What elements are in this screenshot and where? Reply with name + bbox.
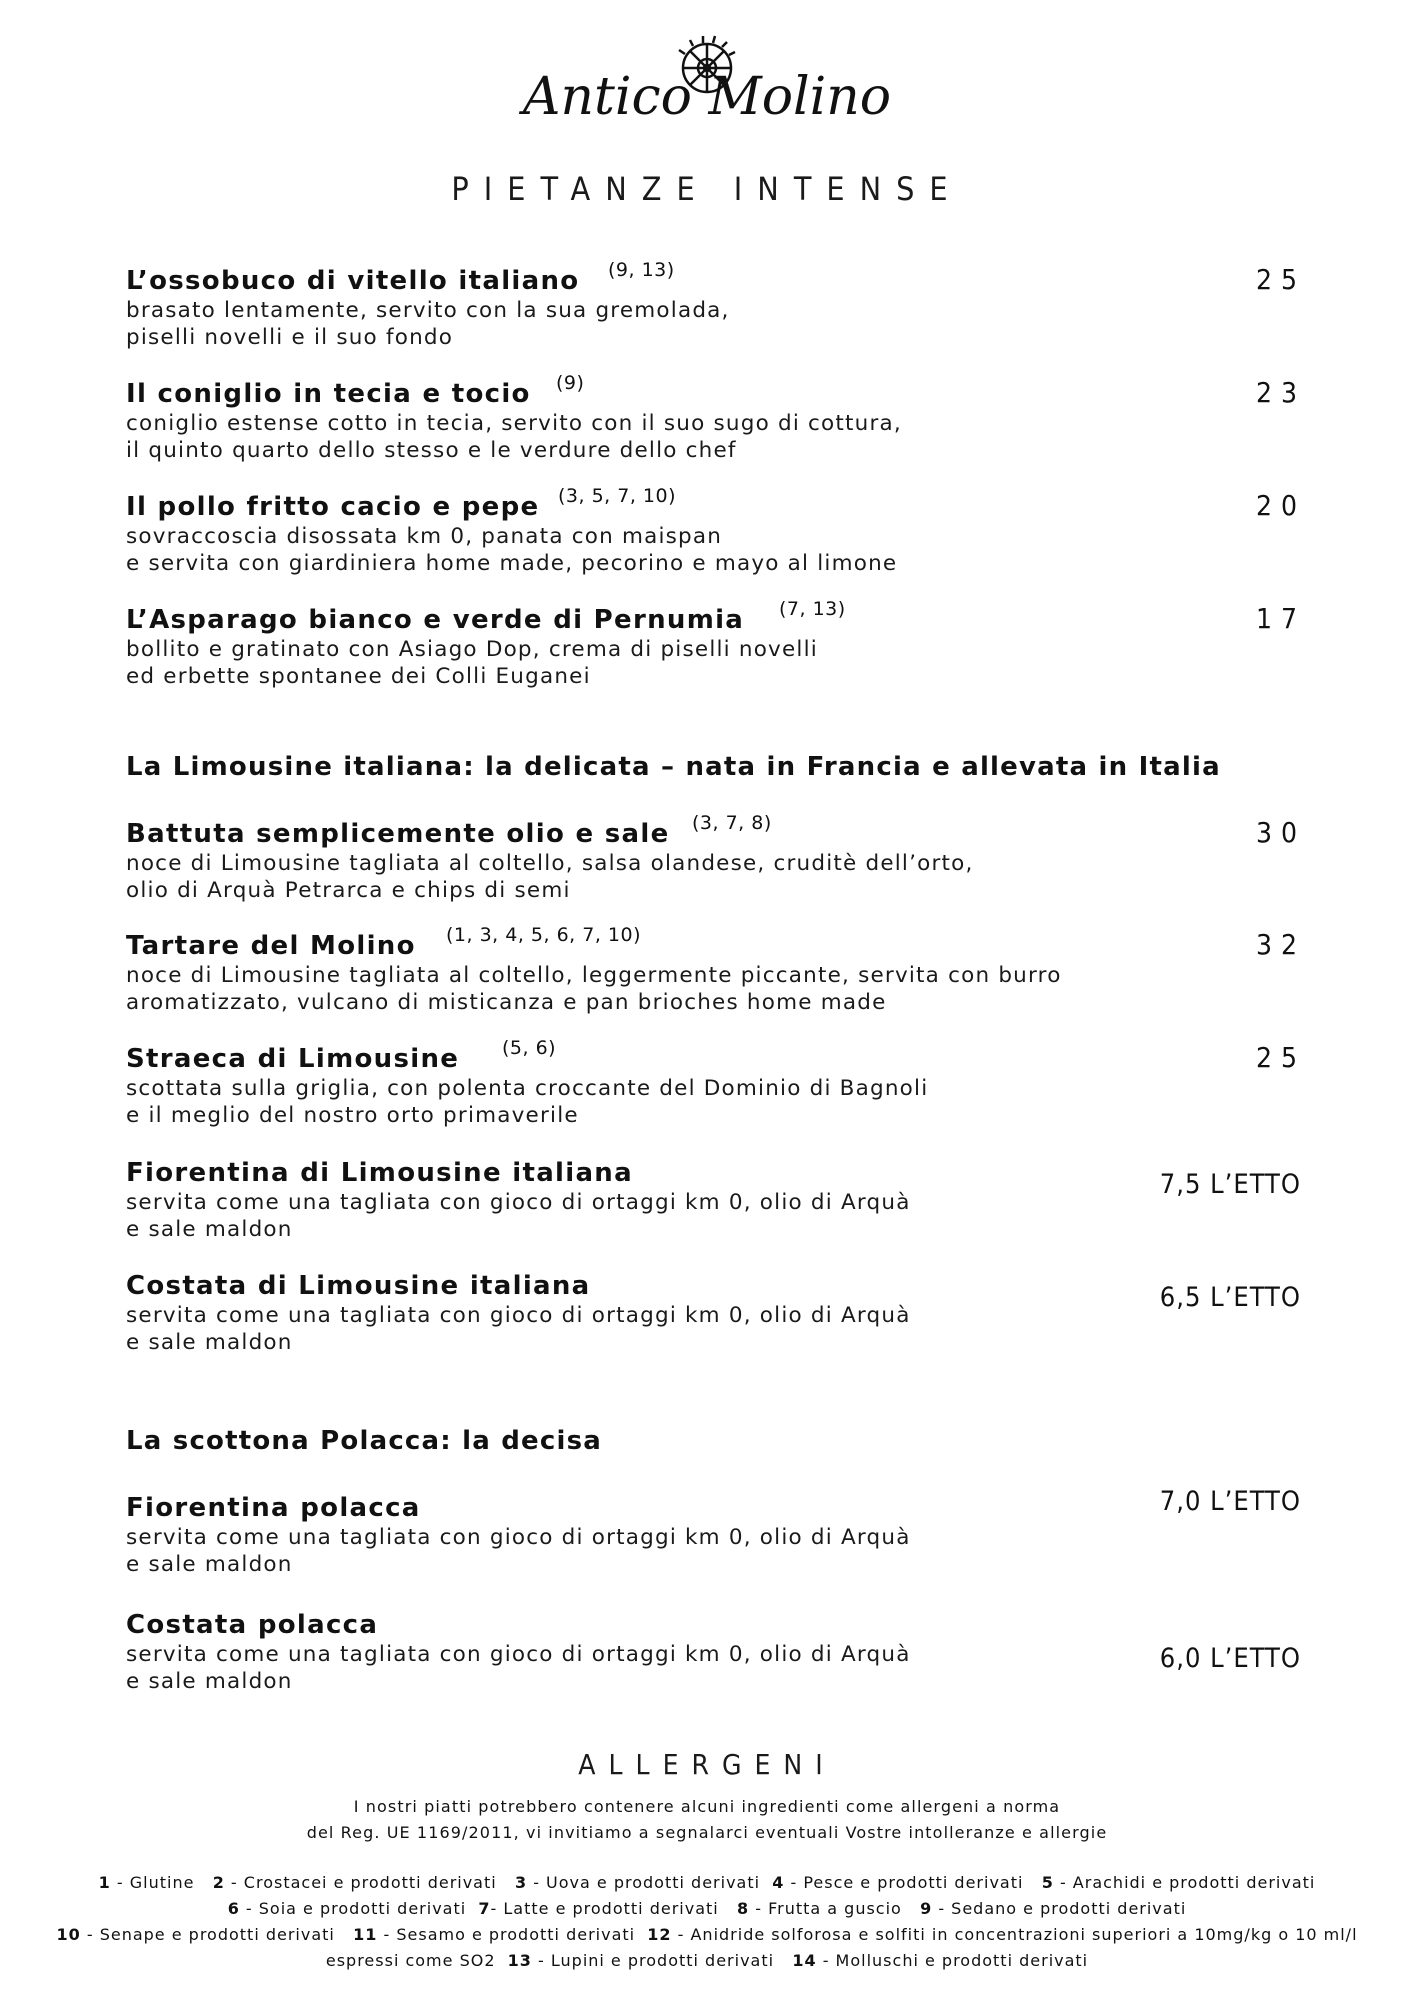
menu-item — [126, 1486, 1306, 1578]
allergen-note — [0, 1794, 1414, 1846]
allergen-legend-line — [0, 1896, 1414, 1922]
allergen-note-line: del Reg. UE 1169/2011, vi invitiamo a segnalarci eventuali Vostre intolleranze e allergie — [306, 1823, 1108, 1842]
dish-description: brasato lentamente, servito con la sua gremolada, — [126, 298, 730, 323]
page-title: PIETANZE INTENSE — [451, 170, 963, 208]
allergen-label: - Frutta a guscio — [749, 1899, 902, 1918]
dish-description: olio di Arquà Petrarca e chips di semi — [126, 878, 571, 903]
menu-item — [126, 372, 1306, 464]
dish-price: 25 — [1255, 263, 1306, 296]
dish-description: noce di Limousine tagliata al coltello, leggermente piccante, servita con burro — [126, 963, 1062, 988]
dish-allergens: (9) — [556, 372, 585, 394]
dish-description: e sale maldon — [126, 1330, 293, 1355]
dish-name: Costata di Limousine italiana — [126, 1271, 591, 1301]
dish-description: bollito e gratinato con Asiago Dop, crema di piselli novelli — [126, 637, 818, 662]
allergen-number: 1 — [98, 1873, 111, 1892]
allergen-label: - Latte e prodotti derivati — [490, 1899, 719, 1918]
menu-item — [126, 924, 1306, 1016]
dish-description: e servita con giardiniera home made, pecorino e mayo al limone — [126, 551, 898, 576]
dish-price: 20 — [1255, 489, 1306, 522]
dish-description: coniglio estense cotto in tecia, servito con il suo sugo di cottura, — [126, 411, 902, 436]
dish-description: e il meglio del nostro orto primaverile — [126, 1103, 579, 1128]
dish-description: il quinto quarto dello stesso e le verdure dello chef — [126, 438, 737, 463]
dish-price: 6,0 L’ETTO — [1159, 1643, 1301, 1674]
allergen-number: 8 — [736, 1899, 750, 1918]
dish-description: e sale maldon — [126, 1552, 293, 1577]
dish-name: Fiorentina polacca — [126, 1493, 421, 1523]
dish-allergens: (3, 5, 7, 10) — [558, 485, 677, 507]
allergen-label: - Crostacei e prodotti derivati — [224, 1873, 497, 1892]
menu-item — [126, 598, 1306, 690]
dish-description: noce di Limousine tagliata al coltello, salsa olandese, cruditè dell’orto, — [126, 851, 974, 876]
allergen-label: - Lupini e prodotti derivati — [531, 1951, 775, 1970]
allergen-label: - Soia e prodotti derivati — [239, 1899, 467, 1918]
dish-description: e sale maldon — [126, 1217, 293, 1242]
dish-name: Battuta semplicemente olio e sale — [126, 819, 670, 849]
allergen-number: 11 — [353, 1925, 378, 1944]
menu-item — [126, 812, 1306, 904]
allergen-number: 12 — [647, 1925, 672, 1944]
allergen-label: - Arachidi e prodotti derivati — [1053, 1873, 1316, 1892]
dish-price: 30 — [1255, 816, 1306, 849]
dish-name: Il pollo fritto cacio e pepe — [126, 492, 540, 522]
allergen-label: - Pesce e prodotti derivati — [784, 1873, 1024, 1892]
logo-text: Antico Molino — [522, 67, 892, 127]
dish-description: servita come una tagliata con gioco di ortaggi km 0, olio di Arquà — [126, 1190, 911, 1215]
dish-description: ed erbette spontanee dei Colli Euganei — [126, 664, 591, 689]
section-heading: La Limousine italiana: la delicata – nata in Francia e allevata in Italia — [126, 752, 1221, 782]
dish-description: scottata sulla griglia, con polenta croccante del Dominio di Bagnoli — [126, 1076, 929, 1101]
dish-allergens: (3, 7, 8) — [692, 812, 772, 834]
dish-allergens: (1, 3, 4, 5, 6, 7, 10) — [446, 924, 642, 946]
allergen-number: 14 — [792, 1951, 817, 1970]
dish-name: Costata polacca — [126, 1610, 379, 1640]
allergen-label: - Sedano e prodotti derivati — [932, 1899, 1187, 1918]
menu-item — [126, 1270, 1306, 1356]
allergen-legend-line — [47, 1922, 1367, 1974]
dish-price: 6,5 L’ETTO — [1159, 1282, 1301, 1313]
dish-price: 7,5 L’ETTO — [1159, 1169, 1301, 1200]
allergen-number: 4 — [772, 1873, 785, 1892]
dish-name: Tartare del Molino — [126, 931, 416, 961]
dish-name: Straeca di Limousine — [126, 1044, 460, 1074]
dish-description: servita come una tagliata con gioco di ortaggi km 0, olio di Arquà — [126, 1525, 911, 1550]
allergen-number: 7 — [478, 1899, 491, 1918]
dish-allergens: (7, 13) — [779, 598, 846, 620]
allergen-number: 9 — [920, 1899, 933, 1918]
dish-description: piselli novelli e il suo fondo — [126, 325, 454, 350]
allergen-legend-line — [0, 1870, 1414, 1896]
allergen-number: 6 — [227, 1899, 240, 1918]
menu-item — [126, 1157, 1306, 1243]
allergen-number: 3 — [514, 1873, 528, 1892]
allergen-legend — [0, 1870, 1414, 1974]
menu-item — [126, 1609, 1306, 1695]
dish-name: Fiorentina di Limousine italiana — [126, 1158, 633, 1188]
dish-description: aromatizzato, vulcano di misticanza e pan brioches home made — [126, 990, 887, 1015]
dish-description: e sale maldon — [126, 1669, 293, 1694]
dish-price: 32 — [1255, 928, 1306, 961]
dish-price: 17 — [1255, 602, 1306, 635]
allergen-label: - Glutine — [110, 1873, 195, 1892]
allergen-label: - Uova e prodotti derivati — [527, 1873, 761, 1892]
menu-item — [126, 259, 1306, 351]
allergen-note-line: I nostri piatti potrebbero contenere alcuni ingredienti come allergeni a norma — [353, 1797, 1061, 1816]
allergen-number: 2 — [212, 1873, 225, 1892]
dish-price: 7,0 L’ETTO — [1159, 1486, 1301, 1517]
dish-price: 23 — [1255, 376, 1306, 409]
dish-description: servita come una tagliata con gioco di ortaggi km 0, olio di Arquà — [126, 1642, 911, 1667]
section-heading: La scottona Polacca: la decisa — [126, 1426, 603, 1456]
dish-allergens: (5, 6) — [502, 1037, 557, 1059]
allergen-number: 10 — [56, 1925, 81, 1944]
allergen-label: - Anidride solforosa e solfiti in concentrazioni superiori a 10mg/kg o 10 ml/l espressi come SO2 — [325, 1925, 1358, 1970]
allergen-number: 5 — [1041, 1873, 1054, 1892]
restaurant-logo — [0, 32, 1414, 132]
allergens-title: ALLERGENI — [578, 1748, 836, 1781]
menu-item — [126, 485, 1306, 577]
allergen-label: - Senape e prodotti derivati — [80, 1925, 335, 1944]
dish-name: L’ossobuco di vitello italiano — [126, 266, 580, 296]
allergen-label: - Molluschi e prodotti derivati — [816, 1951, 1089, 1970]
dish-description: sovraccoscia disossata km 0, panata con maispan — [126, 524, 723, 549]
dish-name: L’Asparago bianco e verde di Pernumia — [126, 605, 745, 635]
dish-allergens: (9, 13) — [608, 259, 675, 281]
logo-wordmark — [507, 32, 907, 132]
allergen-number: 13 — [507, 1951, 532, 1970]
dish-description: servita come una tagliata con gioco di ortaggi km 0, olio di Arquà — [126, 1303, 911, 1328]
dish-price: 25 — [1255, 1041, 1306, 1074]
menu-item — [126, 1037, 1306, 1129]
allergen-label: - Sesamo e prodotti derivati — [377, 1925, 636, 1944]
dish-name: Il coniglio in tecia e tocio — [126, 379, 531, 409]
